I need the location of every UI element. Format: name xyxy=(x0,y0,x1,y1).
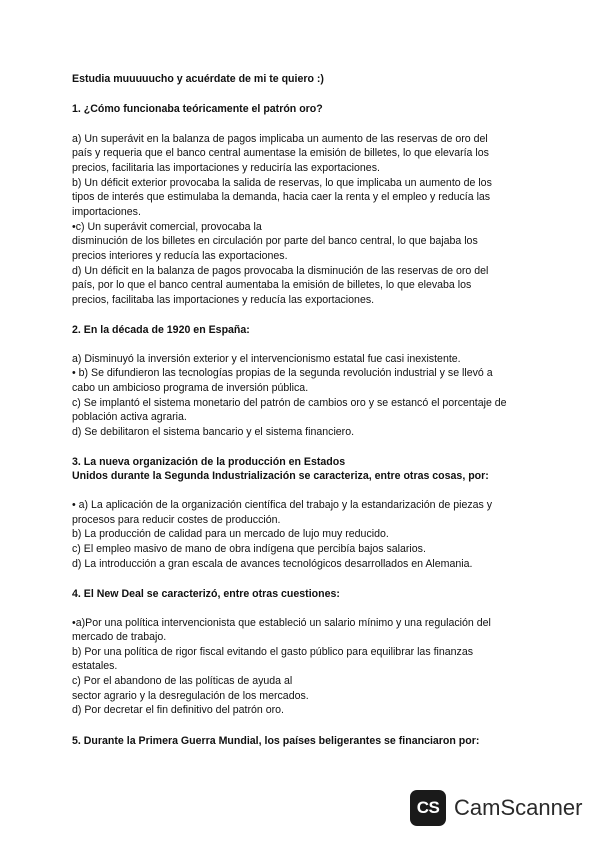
question-5-title: 5. Durante la Primera Guerra Mundial, los países beligerantes se financiaron por: xyxy=(72,735,480,747)
question-4-line: c) Por el abandono de las políticas de ayuda al xyxy=(72,675,293,687)
question-1-line: a) Un superávit en la balanza de pagos implicaba un aumento de las reservas de oro del xyxy=(72,133,488,145)
question-2-line: c) Se implantó el sistema monetario del patrón de cambios oro y se estancó el porcentaje de xyxy=(72,397,507,409)
intro-text: Estudia muuuuucho y acuérdate de mi te quiero :) xyxy=(72,73,324,85)
question-4-line: sector agrario y la desregulación de los mercados. xyxy=(72,690,309,702)
question-3-line: c) El empleo masivo de mano de obra indígena que percibía bajos salarios. xyxy=(72,543,426,555)
camscanner-wordmark: CamScanner xyxy=(454,795,583,820)
question-4-line: d) Por decretar el fin definitivo del patrón oro. xyxy=(72,704,284,716)
question-1-line: país, por lo que el banco central aumentaba la emisión de billetes, lo que elevaba los xyxy=(72,279,472,291)
question-4-line: •a)Por una política intervencionista que estableció un salario mínimo y una regulación del xyxy=(72,617,491,629)
question-2-line: d) Se debilitaron el sistema bancario y el sistema financiero. xyxy=(72,426,355,438)
question-4-line: mercado de trabajo. xyxy=(72,631,167,643)
question-3-title: Unidos durante la Segunda Industrialización se caracteriza, entre otras cosas, por: xyxy=(72,470,489,482)
question-2-line: • b) Se difundieron las tecnologías propias de la segunda revolución industrial y se llevó a xyxy=(72,367,493,379)
question-1-line: disminución de los billetes en circulación por parte del banco central, lo que bajaba los xyxy=(72,235,478,247)
question-2-line: a) Disminuyó la inversión exterior y el intervencionismo estatal fue casi inexistente. xyxy=(72,353,461,365)
question-2-line: población activa agraria. xyxy=(72,411,187,423)
question-1-line: precios, facilitaba las importaciones y reducía las exportaciones. xyxy=(72,294,375,306)
question-1-line: b) Un déficit exterior provocaba la salida de reservas, lo que implicaba un aumento de los xyxy=(72,177,492,189)
question-1-line: precios interiores y reducía las exportaciones. xyxy=(72,250,288,262)
question-4-title: 4. El New Deal se caracterizó, entre otras cuestiones: xyxy=(72,588,340,600)
question-4-line: b) Por una política de rigor fiscal evitando el gasto público para equilibrar las finanzas xyxy=(72,646,474,658)
question-1-title: 1. ¿Cómo funcionaba teóricamente el patrón oro? xyxy=(72,103,323,115)
question-2-line: cabo un ambicioso programa de inversión pública. xyxy=(72,382,309,394)
question-1-line: tipos de interés que estimulaba la demanda, hacia caer la renta y el empleo y reducía las xyxy=(72,191,491,203)
question-2-title: 2. En la década de 1920 en España: xyxy=(72,324,250,336)
question-1-line: país y requeria que el banco central aumentase la emisión de billetes, lo que elevaría los xyxy=(72,147,489,159)
question-1-line: precios, facilitaria las importaciones y reduciría las exportaciones. xyxy=(72,162,380,174)
question-1-line: importaciones. xyxy=(72,206,141,218)
camscanner-badge-text: CS xyxy=(416,798,440,817)
question-3-line: procesos para reducir costes de producción. xyxy=(72,514,281,526)
question-3-line: d) La introducción a gran escala de avances tecnológicos desarrollados en Alemania. xyxy=(72,558,473,570)
question-3-title: 3. La nueva organización de la producción en Estados xyxy=(72,456,346,468)
question-3-line: b) La producción de calidad para un mercado de lujo muy reducido. xyxy=(72,528,389,540)
question-3-line: • a) La aplicación de la organización científica del trabajo y la estandarización de piezas y xyxy=(72,499,493,511)
camscanner-logo-icon xyxy=(410,790,446,826)
question-1-line: d) Un déficit en la balanza de pagos provocaba la disminución de las reservas de oro del xyxy=(72,265,489,277)
question-1-line: •c) Un superávit comercial, provocaba la xyxy=(72,221,262,233)
camscanner-watermark xyxy=(410,787,582,829)
question-4-line: estatales. xyxy=(72,660,118,672)
